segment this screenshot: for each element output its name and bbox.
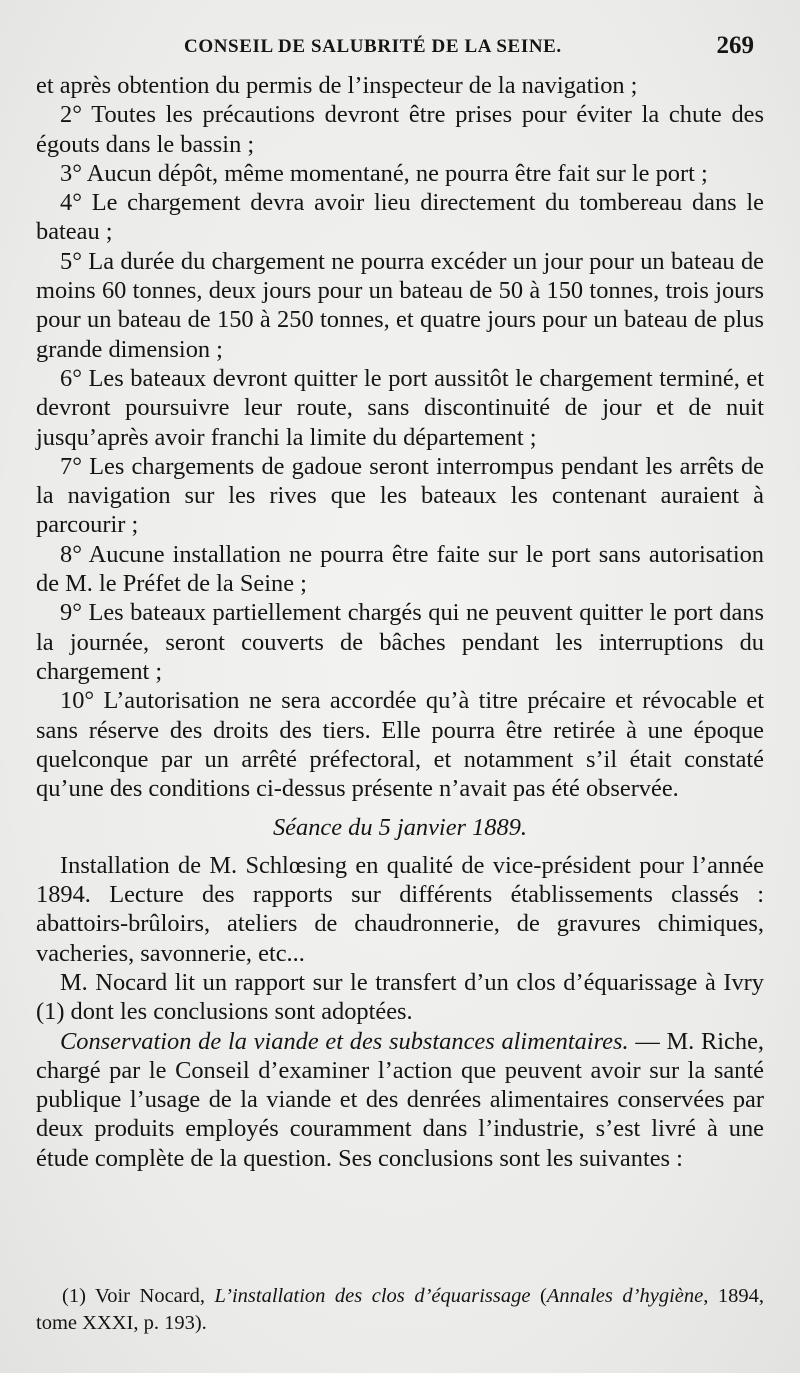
footnote-rest: , 1894, tome XXXI, p. 193). <box>36 1285 765 1334</box>
paragraph-item-10: 10° L’autorisation ne sera accordée qu’à titre précaire et révocable et sans réserve des droits des tiers. Elle pourra être retirée à une époque quelconque par un arrêté préfectoral, et notamment s’il était constaté qu’une des conditions ci-dessus présente n’avait pas été observée. <box>36 687 764 803</box>
paragraph-item-9: 9° Les bateaux partiellement chargés qui ne peuvent quitter le port dans la journée, seront couverts de bâches pendant les interruptions du chargement ; <box>36 599 764 685</box>
footnote-text <box>36 1283 764 1337</box>
conservation-text: — M. Riche, chargé par le Conseil d’examiner l’action que peuvent avoir sur la santé publique l’usage de la viande et des denrées alimentaires conservées par deux produits employés couramment dans l’industrie, s’est livré à une étude complète de la question. Ses conclusions sont les suivantes : <box>36 1027 764 1172</box>
running-title: CONSEIL DE SALUBRITÉ DE LA SEINE. <box>184 36 562 57</box>
paragraph-continuation: et après obtention du permis de l’inspecteur de la navigation ; <box>36 72 638 99</box>
footnote-marker: (1) Voir Nocard, <box>62 1285 215 1307</box>
body-text <box>36 71 764 1173</box>
paragraph-item-6: 6° Les bateaux devront quitter le port aussitôt le chargement terminé, et devront poursuivre leur route, sans discontinuité de jour et de nuit jusqu’après avoir franchi la limite du département ; <box>36 364 764 451</box>
conservation-title: Conservation de la viande et des substances alimentaires. <box>60 1027 629 1055</box>
page-number: 269 <box>716 32 754 59</box>
paragraph-installation: Installation de M. Schlœsing en qualité de vice-président pour l’année 1894. Lecture des rapports sur différents établissements classés : abattoirs-brûloirs, ateliers de chaudronnerie, de gravures chimiques, vacheries, savonnerie, etc... <box>36 851 764 967</box>
section-heading: Séance du 5 janvier 1889. <box>272 814 527 842</box>
paragraph-item-4: 4° Le chargement devra avoir lieu directement du tombereau dans le bateau ; <box>36 189 764 246</box>
paragraph-item-8: 8° Aucune installation ne pourra être faite sur le port sans autorisation de M. le Préfet de la Seine ; <box>36 540 764 598</box>
paragraph-item-5: 5° La durée du chargement ne pourra excéder un jour pour un bateau de moins 60 tonnes, deux jours pour un bateau de 50 à 150 tonnes, trois jours pour un bateau de 150 à 250 tonnes, et quatre jours pour un bateau de plus grande dimension ; <box>36 247 764 363</box>
paragraph-item-7: 7° Les chargements de gadoue seront interrompus pendant les arrêts de la navigation sur les rives que les bateaux les contenant auraient à parcourir ; <box>36 452 764 539</box>
page-header <box>0 32 800 62</box>
paragraph-nocard: M. Nocard lit un rapport sur le transfert d’un clos d’équarissage à Ivry (1) dont les conclusions sont adoptées. <box>36 968 764 1026</box>
footnote-journal: Annales d’hygiène <box>546 1285 704 1307</box>
footnote <box>36 1283 764 1337</box>
footnote-title: L’installation des clos d’équarissage <box>214 1285 531 1307</box>
paragraph-item-2: 2° Toutes les précautions devront être prises pour éviter la chute des égouts dans le bassin ; <box>36 101 764 158</box>
paragraph-conservation <box>36 1027 764 1173</box>
paragraph-item-3: 3° Aucun dépôt, même momentané, ne pourra être fait sur le port ; <box>60 159 708 187</box>
footnote-paren: ( <box>530 1285 547 1307</box>
